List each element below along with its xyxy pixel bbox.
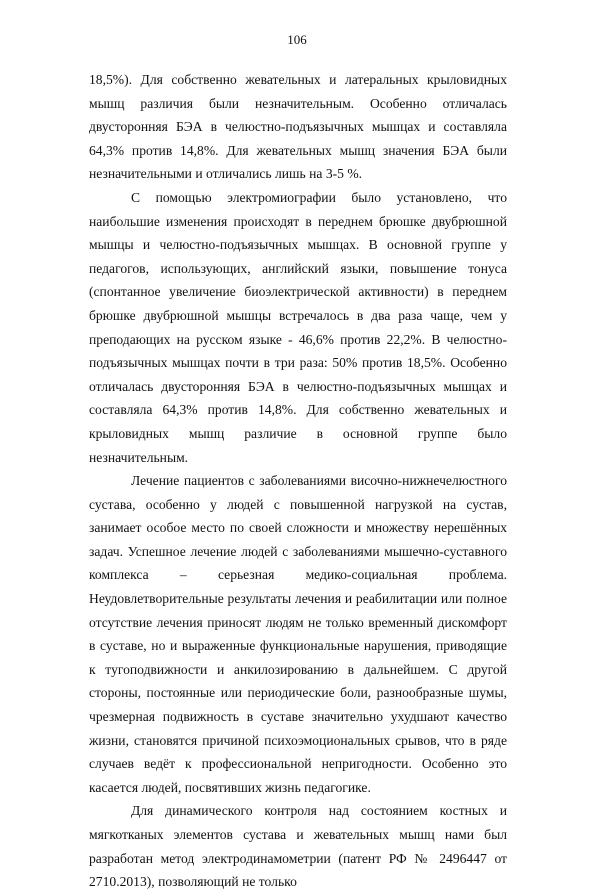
paragraph-treatment: Лечение пациентов с заболеваниями височно-нижнечелюстного сустава, особенно у людей с повышенной нагрузкой на сустав, занимает особое место по своей сложности и множеству нерешённых задач. Успешное лечение людей с заболеваниями мышечно-суставного комплекса – серьезная медико-социальная проблема. Неудовлетворительные результаты лечения и реабилитации или полное отсутствие лечения приносят людям не только временный дискомфорт в суставе, но и выраженные функциональные нарушения, приводящие к тугоподвижности и анкилозированию в дальнейшем. С другой стороны, постоянные или периодические боли, разнообразные шумы, чрезмерная подвижность в суставе значительно ухудшают качество жизни, становятся причиной психоэмоциональных срывов, что в ряде случаев ведёт к профессиональной непригодности. Особенно это касается людей, посвятивших жизнь педагогике. <box>89 473 507 795</box>
body-text <box>89 68 507 894</box>
paragraph-electrodynamometry: Для динамического контроля над состоянием костных и мягкотканых элементов сустава и жевательных мышц нами был разработан метод электродинамометрии (патент РФ № 2496447 от 2710.2013), позволяющий не только <box>89 803 507 890</box>
paragraph-continuation: 18,5%). Для собственно жевательных и латеральных крыловидных мышц различия были незначительным. Особенно отличалась двусторонняя БЭА в челюстно-подъязычных мышцах и составляла 64,3% против 14,8%. Для жевательных мышц значения БЭА были незначительными и отличались лишь на 3-5 %. <box>89 72 507 182</box>
page-number: 106 <box>287 32 307 47</box>
paragraph-electromyography: С помощью электромиографии было установлено, что наибольшие изменения происходят в переднем брюшке двубрюшной мышцы и челюстно-подъязычных мышцах. В основной группе у педагогов, использующих, английский языки, повышение тонуса (спонтанное увеличение биоэлектрической активности) в переднем брюшке двубрюшной мышцы встречалось в два раза чаще, чем у преподающих на русском языке - 46,6% против 22,2%. В челюстно-подъязычных мышцах почти в три раза: 50% против 18,5%. Особенно отличалась двусторонняя БЭА в челюстно-подъязычных мышцах и составляла 64,3% против 14,8%. Для собственно жевательных и крыловидных мышц различие в основной группе было незначительным. <box>89 189 507 465</box>
